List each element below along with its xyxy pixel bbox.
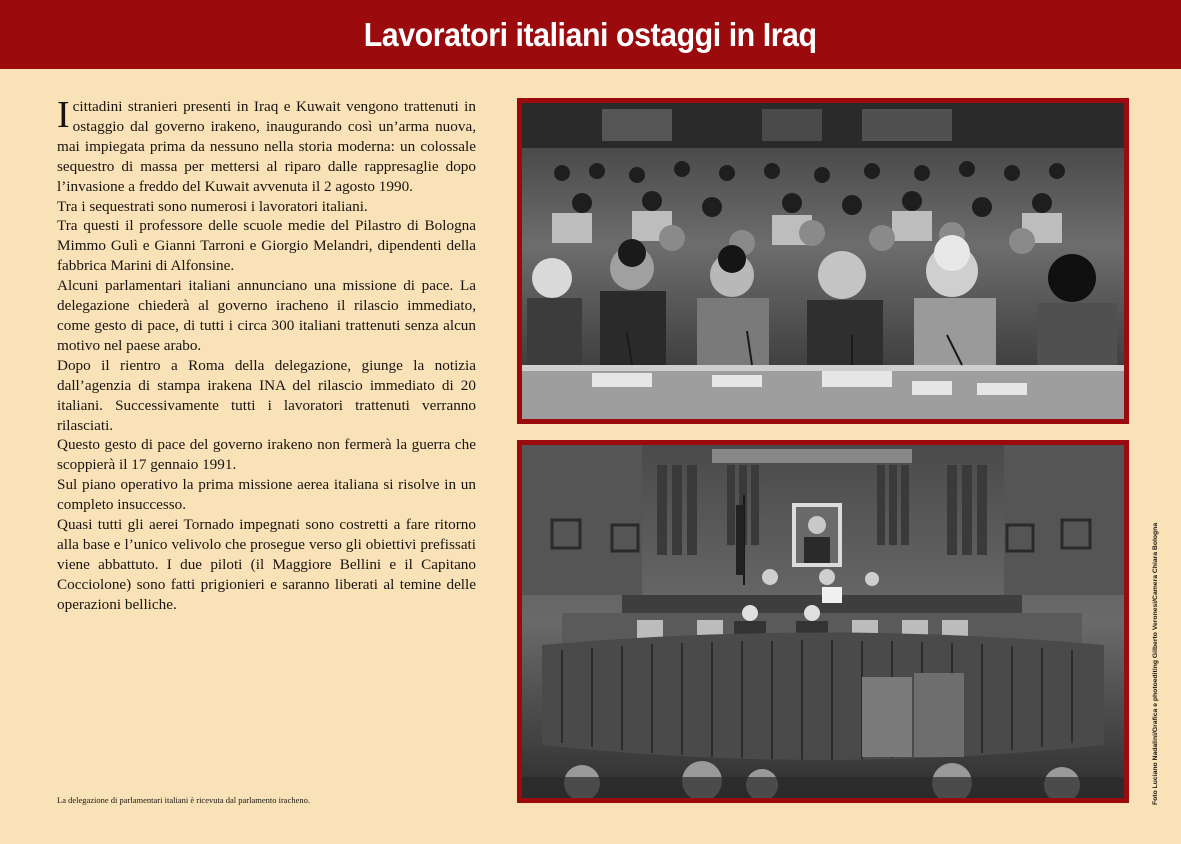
paragraph: Alcuni parlamentari italiani annunciano una missione di pace. La delegazione chiederà al governo iracheno il rilascio immediato, come gesto di pace, di tutti i circa 300 italiani trattenuti senza alcun motivo nel paese arabo. — [57, 277, 476, 354]
page-title: Lavoratori italiani ostaggi in Iraq — [364, 15, 817, 53]
delegation-photo-image — [522, 103, 1124, 419]
paragraph: Tra questi il professore delle scuole medie del Pilastro di Bologna Mimmo Gulì e Gianni Tarroni e Giorgio Melandri, dipendenti della fabbrica Marini di Alfonsine. — [57, 217, 476, 275]
paragraph: Questo gesto di pace del governo irakeno non fermerà la guerra che scoppierà il 17 gennaio 1991. — [57, 436, 476, 474]
paragraph: Quasi tutti gli aerei Tornado impegnati sono costretti a fare ritorno alla base e l’unico velivolo che prosegue verso gli obiettivi prefissati viene abbattuto. I due piloti (il Maggiore Bellini e il Capitano Cocciolone) sono fatti prigionieri e saranno liberati al temine delle operazioni belliche. — [57, 516, 476, 613]
paragraph — [57, 94, 476, 197]
parliament-hall-photo — [517, 440, 1129, 803]
parliament-hall-image — [522, 445, 1124, 798]
article-body — [57, 94, 476, 615]
drop-cap: I — [57, 94, 70, 136]
delegation-photo — [517, 98, 1129, 424]
paragraph-text: cittadini stranieri presenti in Iraq e Kuwait vengono trattenuti in ostaggio dal governo irakeno, inaugurando così un’arma nuova, mai impiegata prima da nessuno nella storia moderna: un colossale sequestro di massa per mettersi al riparo dalle rappresaglie dopo l’invasione a freddo del Kuwait avvenuta il 2 agosto 1990. — [57, 98, 476, 195]
paragraph: Dopo il rientro a Roma della delegazione, giunge la notizia dall’agenzia di stampa irakena INA del rilascio immediato di 20 italiani. Successivamente tutti i lavoratori trattenuti verranno rilasciati. — [57, 356, 476, 434]
photo-caption: La delegazione di parlamentari italiani è ricevuta dal parlamento iracheno. — [57, 795, 310, 805]
photo-credit: Foto Luciano Nadalini/Grafica e photoediting Gilberto Veronesi/Camera Chiara Bologna — [1152, 522, 1159, 805]
title-banner — [0, 0, 1181, 69]
paragraph: Tra i sequestrati sono numerosi i lavoratori italiani. — [57, 197, 368, 215]
paragraph: Sul piano operativo la prima missione aerea italiana si risolve in un completo insuccesso. — [57, 476, 476, 514]
